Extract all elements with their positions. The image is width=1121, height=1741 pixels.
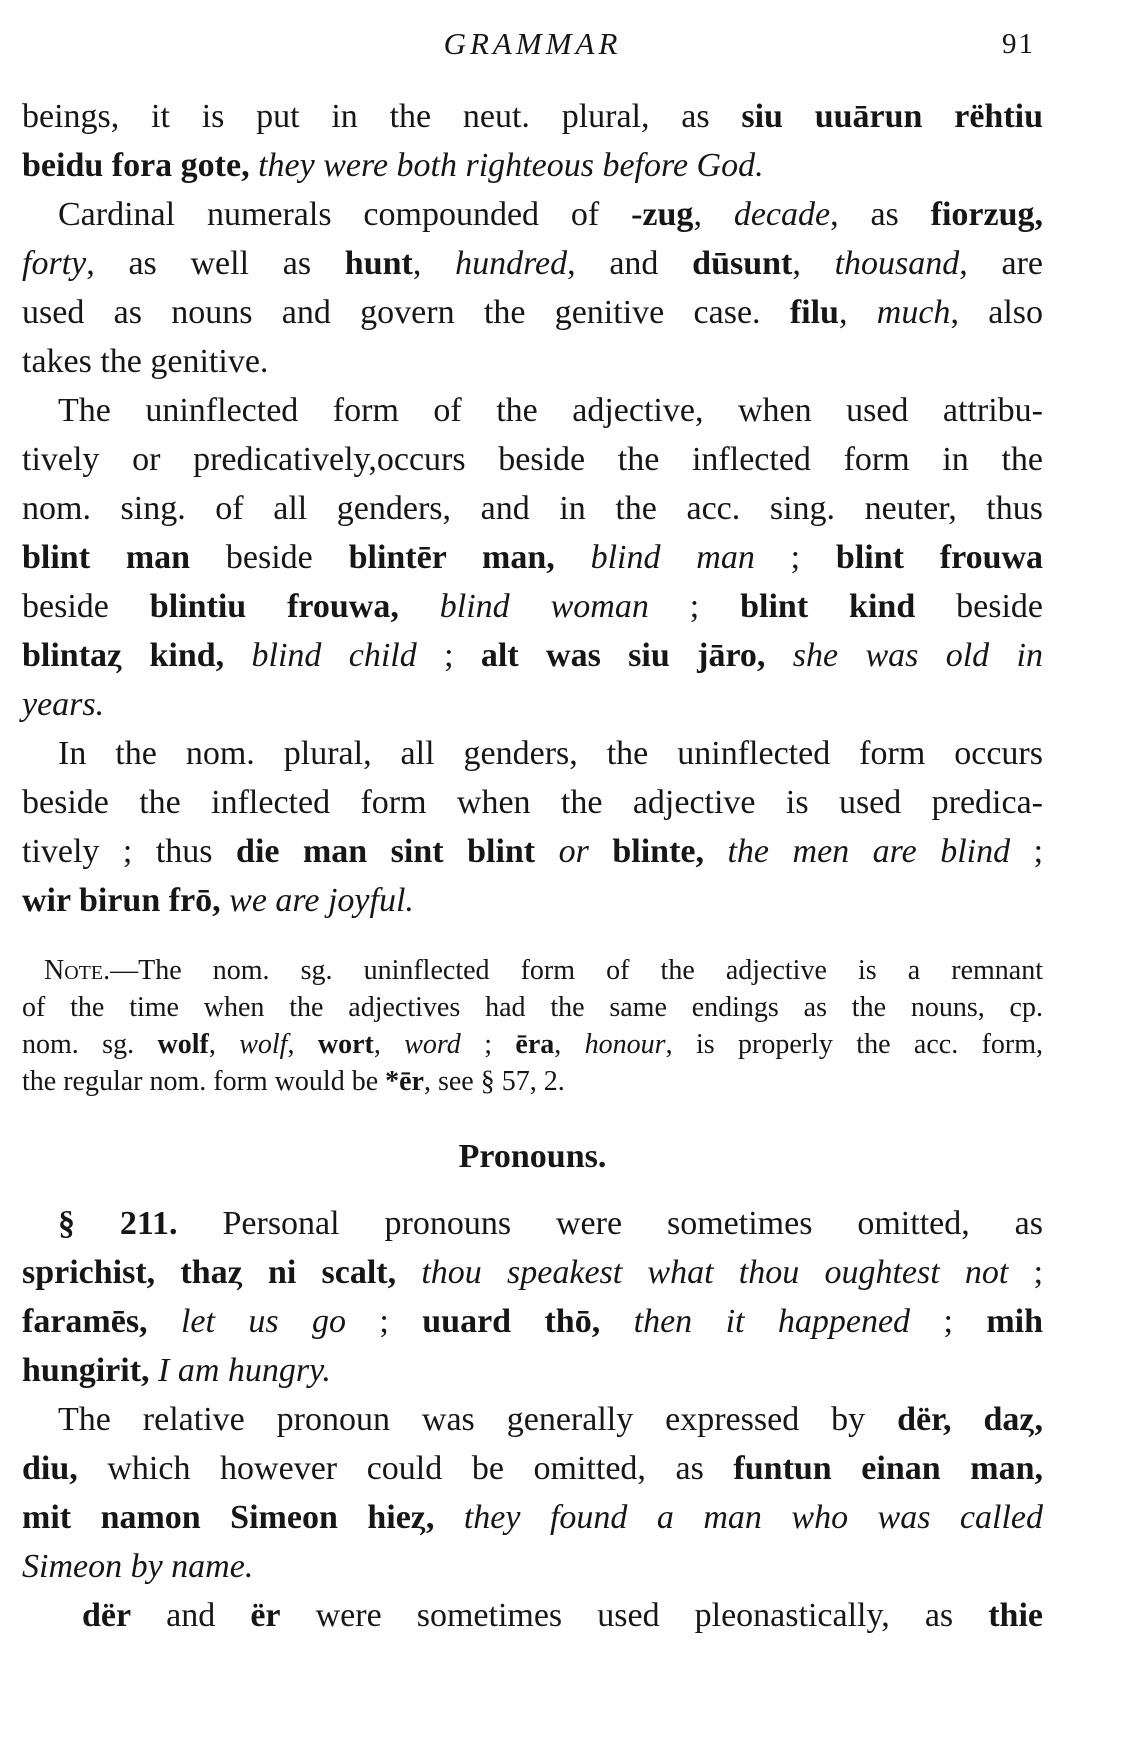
- note-line: [22, 989, 1043, 1026]
- text-run: beside the inflected form when the adjective is used predica-: [22, 784, 1043, 821]
- text-line: [22, 435, 1043, 484]
- text-run: tively or predicatively,occurs beside the inflected form in the: [22, 441, 1043, 478]
- running-header: [22, 18, 1043, 70]
- text-run: hundred: [455, 245, 568, 282]
- text-run: ;: [416, 637, 481, 674]
- text-run: diu,: [22, 1450, 78, 1487]
- text-run: sprichist, thaȥ ni scalt,: [22, 1254, 397, 1291]
- text-run: [396, 1254, 421, 1291]
- text-run: they were both righteous before God.: [258, 147, 764, 184]
- text-run: blintēr man,: [348, 539, 555, 576]
- text-run: wir birun frō,: [22, 882, 221, 919]
- text-line: [22, 1297, 1043, 1346]
- text-run: and: [131, 1597, 251, 1634]
- text-run: beside: [22, 588, 150, 625]
- text-run: the regular nom. form would be: [22, 1066, 386, 1097]
- text-run: , as well as: [86, 245, 345, 282]
- text-line: [22, 337, 1043, 386]
- text-run: which however could be omitted, as: [77, 1450, 734, 1487]
- text-run: dër, daȥ,: [897, 1401, 1043, 1438]
- text-line: [22, 1542, 1043, 1591]
- text-run: blind woman: [439, 588, 649, 625]
- text-run: die man sint blint: [236, 833, 536, 870]
- text-run: [555, 539, 591, 576]
- text-line: [22, 1248, 1043, 1297]
- text-run: blint frouwa: [835, 539, 1044, 576]
- text-run: [600, 1303, 633, 1340]
- text-line: [22, 141, 1043, 190]
- text-run: forty: [22, 245, 87, 282]
- text-run: ,: [838, 294, 877, 331]
- text-run: ,: [373, 1029, 405, 1060]
- text-run: ;: [460, 1029, 516, 1060]
- text-run: blint kind: [740, 588, 916, 625]
- text-run: beidu fora gote,: [22, 147, 259, 184]
- text-run: ,: [208, 1029, 240, 1060]
- text-run: Cardinal numerals compounded of: [58, 196, 632, 233]
- text-run: blintaȥ kind,: [22, 637, 225, 674]
- text-line: [22, 631, 1043, 680]
- text-run: [434, 1499, 463, 1536]
- text-line: [22, 239, 1043, 288]
- text-run: blinte,: [612, 833, 704, 870]
- text-run: ,: [693, 196, 734, 233]
- text-run: Personal pronouns were sometimes omitted, as: [177, 1205, 1043, 1242]
- text-run: she was old in: [792, 637, 1043, 674]
- text-run: ;: [648, 588, 741, 625]
- text-run: Pronouns.: [458, 1138, 607, 1175]
- text-line: [22, 1493, 1043, 1542]
- text-run: word: [404, 1029, 461, 1060]
- text-run: hunt: [344, 245, 413, 282]
- text-run: -zug: [631, 196, 694, 233]
- text-line: [22, 876, 1043, 925]
- text-run: wolf: [157, 1029, 209, 1060]
- text-run: beside: [190, 539, 349, 576]
- text-run: alt was siu jāro,: [480, 637, 766, 674]
- text-run: filu: [789, 294, 839, 331]
- text-run: ēra: [515, 1029, 555, 1060]
- text-run: , also: [950, 294, 1044, 331]
- text-run: were sometimes used pleonastically, as: [280, 1597, 989, 1634]
- text-run: mit namon Simeon hieȥ,: [22, 1499, 435, 1536]
- text-run: ;: [346, 1303, 423, 1340]
- text-run: Simeon by name.: [22, 1548, 254, 1585]
- text-run: , and: [567, 245, 693, 282]
- text-run: tively ; thus: [22, 833, 237, 870]
- text-run: [535, 833, 559, 870]
- text-run: decade: [733, 196, 831, 233]
- text-run: [589, 833, 613, 870]
- text-run: thie: [988, 1597, 1044, 1634]
- text-run: [148, 1303, 181, 1340]
- text-run: faramēs,: [22, 1303, 148, 1340]
- text-line: [22, 680, 1043, 729]
- text-run: , is properly the acc. form,: [665, 1029, 1044, 1060]
- text-run: nom. sg.: [22, 1029, 158, 1060]
- text-run: the men are blind: [727, 833, 1011, 870]
- text-line: [22, 288, 1043, 337]
- text-line: [22, 1395, 1043, 1444]
- text-line: [22, 1591, 1043, 1640]
- note-line: [22, 1063, 1043, 1100]
- text-run: ër: [250, 1597, 281, 1634]
- text-run: , as: [830, 196, 931, 233]
- text-run: we are joyful.: [229, 882, 414, 919]
- text-run: [221, 882, 230, 919]
- text-run: Note.: [44, 955, 111, 986]
- text-run: In the nom. plural, all genders, the uninflected form occurs: [58, 735, 1043, 772]
- text-run: —The nom. sg. uninflected form of the adjective is a remnant: [110, 955, 1043, 986]
- text-run: blind child: [251, 637, 417, 674]
- text-run: dër: [82, 1597, 132, 1634]
- text-line: [22, 582, 1043, 631]
- text-run: nom. sing. of all genders, and in the acc. sing. neuter, thus: [22, 490, 1043, 527]
- text-run: I am hungry.: [158, 1352, 331, 1389]
- text-line: [22, 827, 1043, 876]
- running-header-title: GRAMMAR: [443, 26, 622, 61]
- text-run: takes the genitive.: [22, 343, 269, 380]
- text-run: beings, it is put in the neut. plural, as: [22, 98, 742, 135]
- text-run: beside: [915, 588, 1044, 625]
- text-run: ,: [412, 245, 456, 282]
- text-run: thousand: [834, 245, 960, 282]
- text-run: then it happened: [633, 1303, 911, 1340]
- text-run: blind man: [590, 539, 755, 576]
- text-line: [22, 190, 1043, 239]
- text-run: [765, 637, 792, 674]
- text-run: ;: [1008, 1254, 1044, 1291]
- text-run: used as nouns and govern the genitive case.: [22, 294, 790, 331]
- text-run: wort: [317, 1029, 374, 1060]
- text-line: [22, 1199, 1043, 1248]
- note-line: [22, 1026, 1043, 1063]
- text-line: [22, 92, 1043, 141]
- text-run: of the time when the adjectives had the same endings as the nouns, cp.: [22, 992, 1043, 1023]
- page-number: 91: [1002, 28, 1035, 60]
- text-run: dūsunt: [692, 245, 793, 282]
- text-run: years.: [22, 686, 105, 723]
- text-run: mih: [986, 1303, 1044, 1340]
- text-line: [22, 533, 1043, 582]
- page-text: [22, 92, 1043, 1640]
- text-run: fiorzug,: [930, 196, 1044, 233]
- text-run: The uninflected form of the adjective, when used attribu-: [58, 392, 1043, 429]
- text-run: honour: [584, 1029, 666, 1060]
- text-run: ;: [754, 539, 836, 576]
- text-run: blint man: [22, 539, 191, 576]
- text-run: blintiu frouwa,: [149, 588, 399, 625]
- text-run: they found a man who was called: [463, 1499, 1043, 1536]
- text-line: [22, 1444, 1043, 1493]
- text-run: ,: [792, 245, 835, 282]
- text-run: or: [558, 833, 589, 870]
- text-line: [22, 386, 1043, 435]
- text-run: [704, 833, 728, 870]
- text-run: uuard thō,: [422, 1303, 601, 1340]
- text-run: [224, 637, 251, 674]
- text-run: let us go: [180, 1303, 346, 1340]
- text-run: The relative pronoun was generally expressed by: [58, 1401, 898, 1438]
- text-run: ,: [554, 1029, 585, 1060]
- section-heading-pronouns: [22, 1132, 1043, 1181]
- text-run: *ēr: [385, 1066, 424, 1097]
- text-run: ,: [287, 1029, 318, 1060]
- text-run: funtun einan man,: [733, 1450, 1043, 1487]
- text-run: [150, 1352, 159, 1389]
- text-run: , see § 57, 2.: [423, 1066, 565, 1097]
- text-line: [22, 729, 1043, 778]
- text-run: § 211.: [58, 1205, 178, 1242]
- text-run: thou speakest what thou oughtest not: [421, 1254, 1009, 1291]
- text-run: much: [876, 294, 951, 331]
- text-run: ;: [910, 1303, 987, 1340]
- text-run: [399, 588, 440, 625]
- text-run: siu uuārun rëhtiu: [741, 98, 1043, 135]
- text-line: [22, 484, 1043, 533]
- text-line: [22, 778, 1043, 827]
- text-run: wolf: [239, 1029, 288, 1060]
- note-line: [22, 952, 1043, 989]
- text-line: [22, 1346, 1043, 1395]
- text-run: ;: [1010, 833, 1044, 870]
- text-run: hungirit,: [22, 1352, 150, 1389]
- text-run: , are: [959, 245, 1043, 282]
